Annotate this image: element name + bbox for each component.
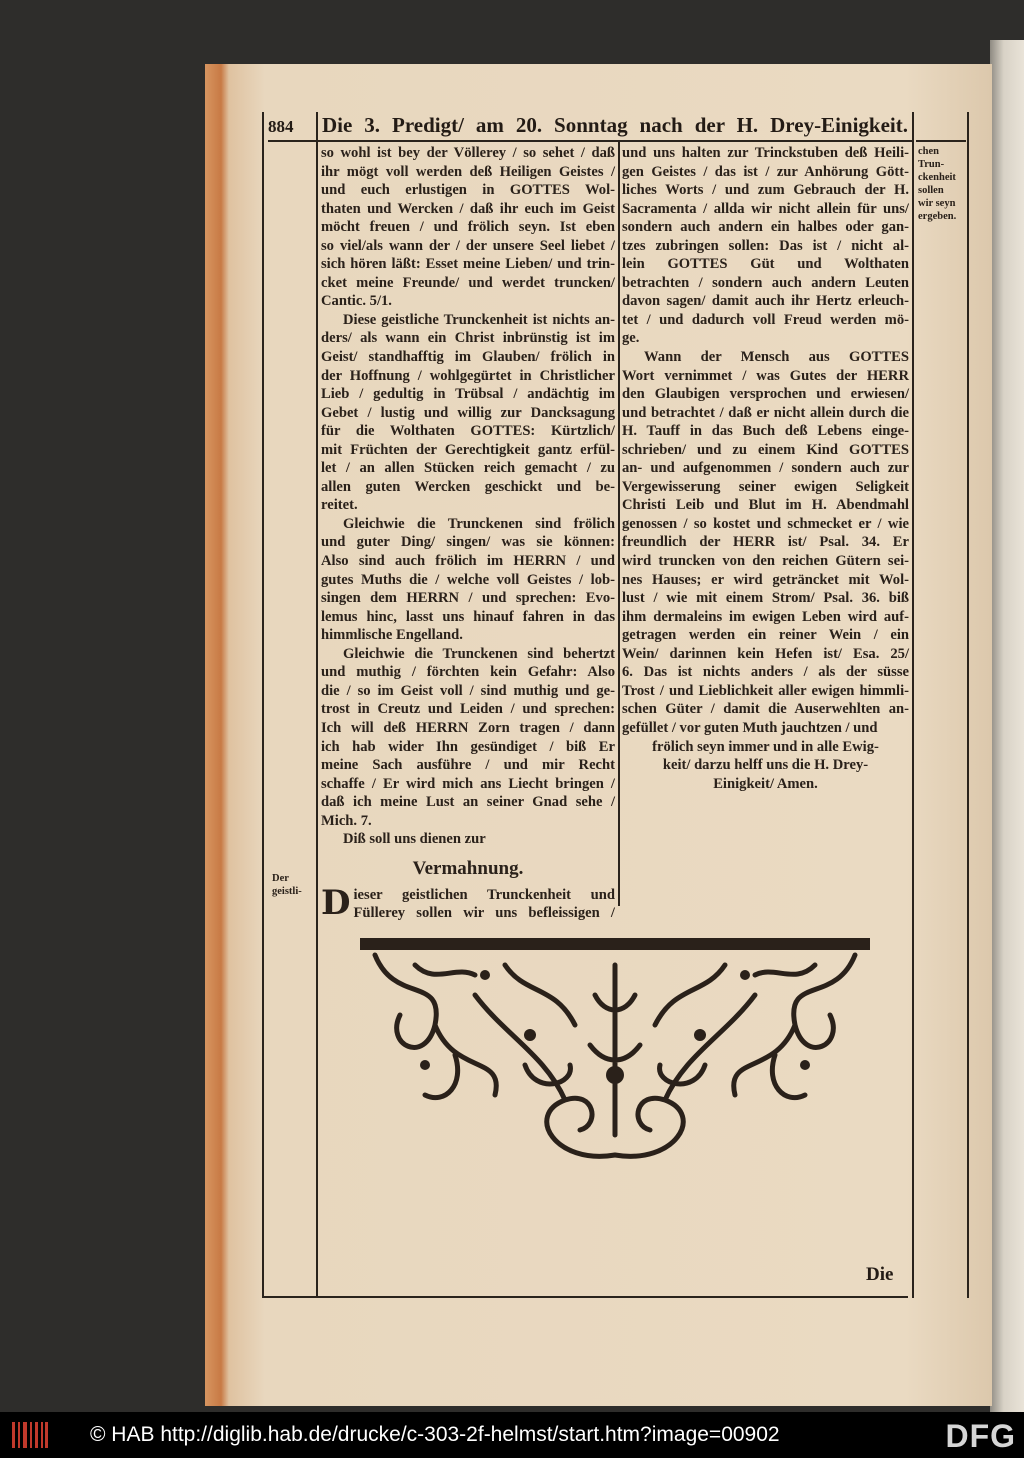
margin-note-left [272, 872, 316, 898]
text-line: Gebet / lustig und willig zur Dancksagung [321, 404, 615, 421]
text-line: Ich will deß HERRN Zorn tragen / dann [321, 719, 615, 736]
text-line: den Glaubigen versprochen und erwiesen/ [622, 386, 909, 403]
text-line: getragen werden ein reiner Wein / ein [622, 627, 909, 644]
text-line: Sacramenta / allda wir nicht allein für uns/ [622, 200, 909, 217]
text-line: ieser geistlichen Trunckenheit und [353, 886, 615, 903]
drop-cap-initial: D [321, 882, 351, 923]
text-line: Geist/ standhafftig im Glauben/ frölich in [321, 349, 615, 366]
bottom-rule [262, 1296, 908, 1298]
text-line: ich hab wider Ihn gesündiget / biß Er [321, 738, 615, 755]
text-line: Wort vernimmet / was Gutes der HERR [622, 367, 909, 384]
text-line: Mich. 7. [321, 812, 372, 829]
text-line: schaffe / Er wird mich ans Liecht bringen / [321, 775, 615, 792]
header-rule [268, 140, 912, 142]
closing-line: frölich seyn immer und in alle Ewig- [652, 738, 879, 755]
text-line: betrachten / sondern auch andern Leuten [622, 274, 909, 291]
text-line: daß ich meine Lust an seiner Gnad sehe / [321, 794, 615, 811]
text-line: und muthig / förchten kein Gefahr: Also [321, 664, 615, 681]
catchword: Die [866, 1264, 894, 1285]
ornamental-vignette [355, 935, 875, 1170]
text-line: allen guten Wercken geschickt und be- [321, 478, 615, 495]
text-line: Gleichwie die Trunckenen sind behertzt [343, 645, 615, 662]
text-line: schen Güter / damit die Auserwehlten an- [622, 701, 909, 718]
margin-note-right [918, 145, 966, 223]
frame-rule-text-left [316, 112, 318, 1298]
text-line: ihm dermaleins im ewigen Leben wird auf- [622, 608, 909, 625]
text-line: und guter Ding/ singen/ was sie können: [321, 534, 615, 551]
text-line: Also sind auch frölich im HERRN / und [321, 553, 615, 570]
page-number: 884 [268, 117, 294, 136]
text-line: thaten und Wercken / daß ihr euch im Geist [321, 200, 615, 217]
text-line: und betrachtet / daß er nicht allein durch die [622, 404, 909, 421]
text-line: himmlische Engelland. [321, 627, 463, 644]
text-line: möcht freuen / und frölich seyn. Ist eben [321, 219, 615, 236]
text-line: davon sagen/ damit auch ihr Hertz erleuch- [622, 293, 909, 310]
text-line: sondern auch andern ein halbes oder gan- [622, 219, 909, 236]
text-line: schrieben/ und zu einem Kind GOTTES [622, 441, 909, 458]
text-line: mit Früchten der Gerechtigkeit gantz erfül- [321, 441, 615, 458]
right-column [622, 144, 909, 793]
text-line: let / an allen Stücken reich gemacht / zu [321, 460, 615, 477]
text-line: Cantic. 5/1. [321, 293, 392, 310]
text-line: gefüllet / vor guten Muth jauchtzen / und [622, 719, 878, 736]
text-line: Wann der Mensch aus GOTTES [644, 349, 909, 366]
text-line: lemus hinc, lasst uns hinauf fahren in das [321, 608, 615, 625]
text-line: freundlich der HERR ist/ Psal. 34. Er [622, 534, 909, 551]
text-line: liches Worts / und zum Gebrauch der H. [622, 182, 909, 199]
viewer-footer-bar [0, 1412, 1024, 1458]
margin-note-line: wir seyn [918, 198, 956, 209]
text-line: Füllerey sollen wir uns befleissigen / [353, 905, 615, 922]
margin-note-line: Der [272, 873, 289, 884]
frame-rule-left [262, 112, 264, 1298]
text-line: nes Hauses; er wird geträncket mit Wol- [622, 571, 909, 588]
text-line: meine Sach ausführe / und mir Recht [321, 757, 615, 774]
text-line: tzes zubringen sollen: Das ist / nicht al- [622, 237, 909, 254]
text-line: genossen / so kostet und schmecket er / wie [622, 515, 909, 532]
final-paragraph [321, 882, 615, 923]
left-column [321, 144, 615, 923]
text-line: tet / und dadurch voll Freud werden mö- [622, 311, 909, 328]
text-line: Christi Leib und Blut im H. Abendmahl [622, 497, 909, 514]
frame-rule-text-right [912, 112, 914, 1298]
text-line: lust / wie mit einem Strom/ Psal. 36. biß [622, 590, 909, 607]
note-rule [916, 140, 966, 142]
margin-note-line: chen [918, 146, 939, 157]
text-line: ders/ als wann ein Christ inbrünstig ist im [321, 330, 615, 347]
section-heading: Vermahnung. [412, 857, 524, 879]
margin-note-line: ergeben. [918, 211, 957, 222]
text-line: gen Geistes / das ist / zur Anhörung Gött- [622, 163, 909, 180]
closing-line: Einigkeit/ Amen. [713, 775, 818, 792]
margin-note-line: ckenheit [918, 172, 956, 183]
text-line: Gleichwie die Trunckenen sind frölich [343, 515, 615, 532]
text-line: H. Tauff in das Buch deß Lebens einge- [622, 423, 909, 440]
vignette-bar [360, 938, 870, 950]
text-line: ihr mögt voll werden deß Heiligen Geistes / [321, 163, 615, 180]
text-line: der Hoffnung / wohlgegürtet in Christlicher [321, 367, 615, 384]
text-line: Trost / und Lieblichkeit aller ewigen himmli- [622, 682, 909, 699]
column-divider [618, 140, 620, 906]
text-line: trost in Creutz und Leiden / und sprechen: [321, 701, 615, 718]
text-line: Wein/ darinnen kein Hefen ist/ Esa. 25/ [622, 645, 909, 662]
text-line: sich hören läßt: Esset meine Lieben/ und trin- [321, 256, 615, 273]
dfg-logo: DFG [945, 1418, 1016, 1454]
margin-note-line: sollen [918, 185, 944, 196]
text-line: und uns halten zur Trinckstuben deß Heili- [622, 145, 909, 161]
margin-note-line: Trun- [918, 159, 945, 170]
stem-center [590, 965, 640, 1135]
text-line: Vergewisserung seiner ewigen Seligkeit [622, 478, 909, 495]
text-line: ge. [622, 330, 640, 347]
text-line: lein GOTTES Güt und Wolthaten [622, 256, 909, 273]
barcode-logo-icon [12, 1422, 48, 1448]
text-line: Diß soll uns dienen zur [343, 831, 486, 848]
text-line: an- und aufgenommen / sondern auch zur [622, 460, 909, 477]
text-line: und euch erlustigen in GOTTES Wol- [321, 182, 615, 199]
frame-rule-right [967, 112, 969, 1298]
text-line: singen dem HERRN / und sprechen: Evo- [321, 590, 615, 607]
text-line: 6. Das ist nichts anders / als der süsse [622, 664, 909, 681]
text-line: Lieb / gedultig in Trübsal / andächtig im [321, 386, 615, 403]
text-line: für die Wolthaten GOTTES: Kürtzlich/ [321, 423, 615, 440]
text-line: reitet. [321, 497, 358, 514]
running-title: Die 3. Predigt/ am 20. Sonntag nach der H. Drey-Einigkeit. [322, 113, 908, 137]
closing-line: keit/ darzu helff uns die H. Drey- [662, 757, 869, 774]
text-line: wird truncken von den reichen Gütern sei- [622, 553, 909, 570]
adjacent-page-edge [990, 40, 1024, 1412]
text-line: so wohl ist bey der Völlerey / so sehet / daß [321, 145, 615, 161]
text-line: Diese geistliche Trunckenheit ist nichts an- [343, 311, 615, 328]
copyright-url[interactable]: © HAB http://diglib.hab.de/drucke/c-303-2f-helmst/start.htm?image=00902 [90, 1423, 780, 1446]
text-line: so viel/als wann der / der unsere Seel liebet / [321, 237, 615, 254]
margin-note-line: geistli- [272, 886, 302, 897]
text-line: gutes Muths die / welche voll Geistes / lob- [321, 571, 615, 588]
text-line: die / so im Geist voll / sind muthig und ge- [321, 682, 615, 699]
text-line: cket meine Freunde/ und werdet truncken/ [321, 274, 615, 291]
